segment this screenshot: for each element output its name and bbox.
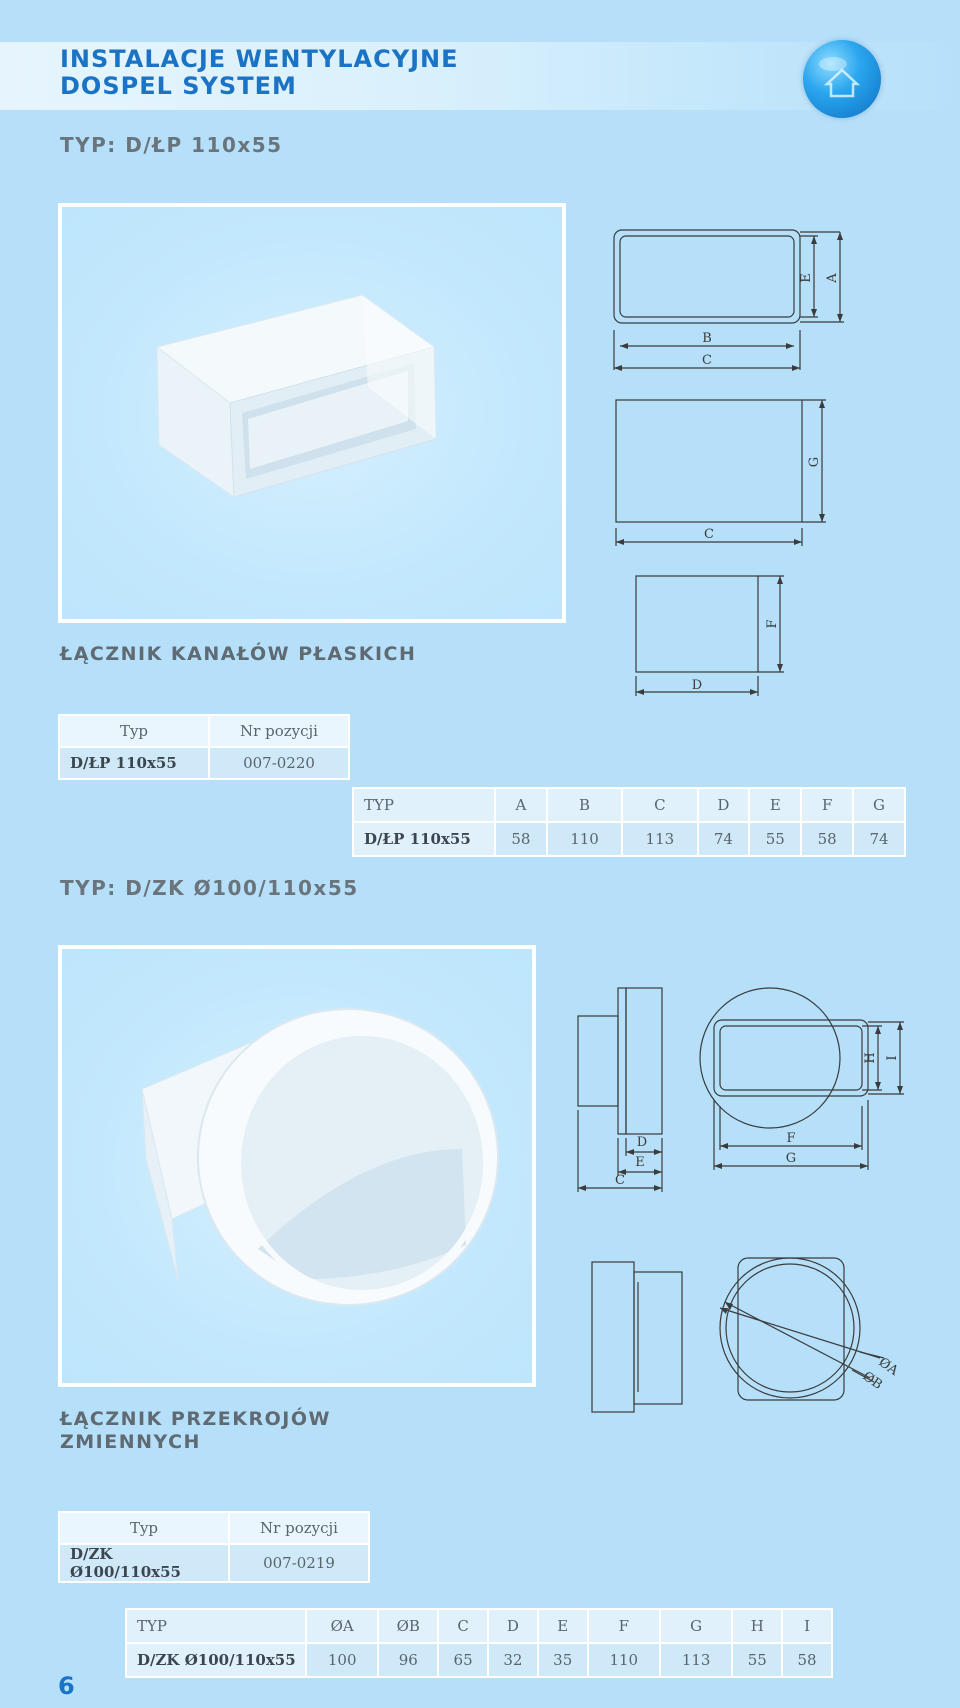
dim-label-g: G — [807, 456, 822, 468]
page-title-line1: INSTALACJE WENTYLACYJNE — [60, 45, 459, 73]
dim-header: B — [547, 788, 622, 822]
dim2-cell: 55 — [732, 1643, 782, 1677]
dim2-label-d: D — [636, 1135, 648, 1150]
dim2-label-oa: ØA — [875, 1354, 901, 1379]
dim2-cell: 32 — [488, 1643, 538, 1677]
dim-header: C — [622, 788, 697, 822]
dim-label-e: E — [799, 273, 814, 283]
dim2-header: ØA — [306, 1609, 378, 1643]
dim2-header: C — [438, 1609, 488, 1643]
dim-cell: 113 — [622, 822, 697, 856]
dim-cell: 110 — [547, 822, 622, 856]
dim-cell: 74 — [853, 822, 905, 856]
product1-dim-table — [352, 787, 906, 857]
product1-type-heading: TYP: D/ŁP 110x55 — [60, 133, 283, 157]
dim2-header: F — [588, 1609, 660, 1643]
product1-photo — [58, 203, 566, 623]
page-number: 6 — [58, 1672, 75, 1700]
dim2-cell: 110 — [588, 1643, 660, 1677]
product2-name-line2: ZMIENNYCH — [60, 1431, 201, 1453]
dim2-cell: 100 — [306, 1643, 378, 1677]
dim2-header: I — [782, 1609, 832, 1643]
product1-drawing — [600, 220, 860, 710]
dim-cell-typ: D/ŁP 110x55 — [353, 822, 495, 856]
dim-cell: 58 — [801, 822, 853, 856]
dim-label-c: C — [702, 353, 712, 368]
dim-cell: 74 — [698, 822, 750, 856]
dim-header: F — [801, 788, 853, 822]
house-globe-icon — [803, 40, 881, 118]
dim2-header: ØB — [378, 1609, 438, 1643]
order2-header-typ: Typ — [59, 1512, 229, 1544]
dim-header: D — [698, 788, 750, 822]
dim2-cell: 35 — [538, 1643, 588, 1677]
order-cell-nr: 007-0220 — [209, 747, 349, 779]
product2-photo — [58, 945, 536, 1387]
dim2-label-e: E — [635, 1155, 645, 1170]
order2-header-nr: Nr pozycji — [229, 1512, 369, 1544]
dim2-label-i: I — [885, 1055, 900, 1061]
dim-label-a: A — [825, 273, 840, 283]
order-header-nr: Nr pozycji — [209, 715, 349, 747]
dim2-header-typ: TYP — [126, 1609, 306, 1643]
dim-header-typ: TYP — [353, 788, 495, 822]
dim-header: E — [749, 788, 801, 822]
dim2-header: G — [660, 1609, 732, 1643]
order2-cell-typ: D/ZK Ø100/110x55 — [59, 1544, 229, 1582]
product1-name: ŁĄCZNIK KANAŁÓW PŁASKICH — [60, 643, 417, 665]
dim-header: G — [853, 788, 905, 822]
dim-cell: 58 — [495, 822, 547, 856]
dim2-cell: 96 — [378, 1643, 438, 1677]
product2-type-heading: TYP: D/ZK Ø100/110x55 — [60, 876, 359, 900]
product2-name-line1: ŁĄCZNIK PRZEKROJÓW — [60, 1408, 331, 1430]
product2-order-table — [58, 1511, 370, 1583]
dim2-label-f: F — [786, 1131, 796, 1146]
product2-drawing — [570, 980, 920, 1422]
order2-cell-nr: 007-0219 — [229, 1544, 369, 1582]
dim2-label-c: C — [615, 1173, 625, 1188]
dim-label-f: F — [765, 619, 780, 629]
page-title-line2: DOSPEL SYSTEM — [60, 72, 297, 100]
order-header-typ: Typ — [59, 715, 209, 747]
dim2-label-ob: ØB — [859, 1368, 885, 1393]
product1-order-table — [58, 714, 350, 780]
dim-label-c-side: C — [704, 527, 714, 542]
dim2-label-g: G — [785, 1151, 797, 1166]
dim-cell: 55 — [749, 822, 801, 856]
dim-header: A — [495, 788, 547, 822]
dim2-cell: 65 — [438, 1643, 488, 1677]
dim2-cell: 58 — [782, 1643, 832, 1677]
dim2-label-h: H — [863, 1052, 878, 1064]
dim-label-d: D — [691, 678, 703, 693]
dim-label-b: B — [702, 331, 712, 346]
dim2-header: E — [538, 1609, 588, 1643]
dim2-cell-typ: D/ZK Ø100/110x55 — [126, 1643, 306, 1677]
dim2-header: D — [488, 1609, 538, 1643]
order-cell-typ: D/ŁP 110x55 — [59, 747, 209, 779]
dim2-cell: 113 — [660, 1643, 732, 1677]
dim2-header: H — [732, 1609, 782, 1643]
product2-dim-table — [125, 1608, 833, 1678]
